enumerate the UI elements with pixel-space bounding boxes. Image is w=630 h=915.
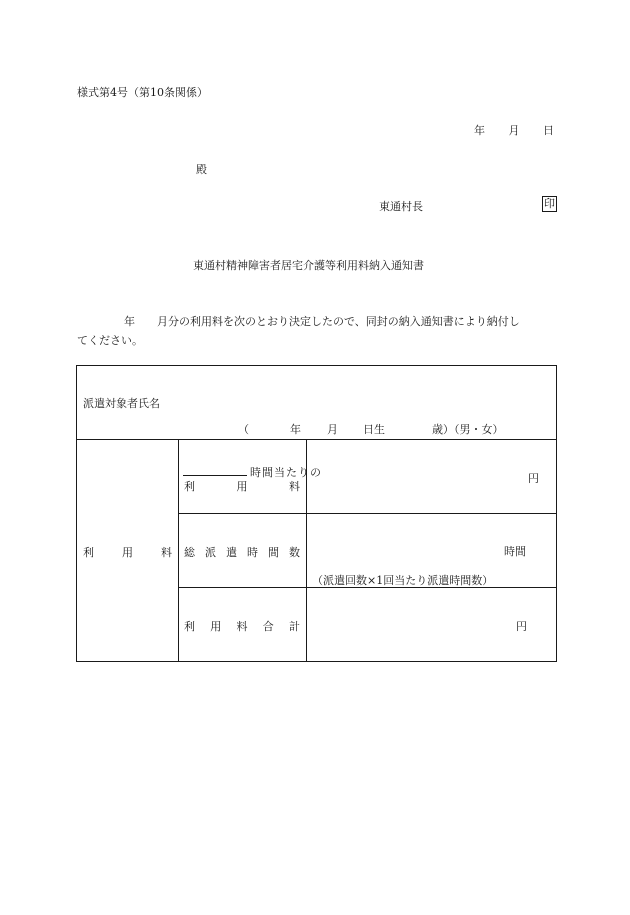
total-fee-label: [184, 618, 300, 634]
birth-month-label: 月: [327, 423, 338, 436]
row-divider-name: [77, 439, 556, 440]
form-number: 様式第4号（第10条関係）: [77, 86, 208, 99]
total-fee-char: 料: [236, 620, 248, 633]
hours-blank-line: [183, 464, 247, 476]
fee-label-char: 用: [122, 546, 133, 559]
seal-mark: 印: [544, 197, 555, 210]
name-label: 派遣対象者氏名: [83, 397, 160, 410]
birth-day-label: 日生: [363, 423, 385, 436]
col-divider-label: [178, 439, 179, 661]
total-hours-unit: 時間: [504, 545, 526, 558]
fee-table: [76, 365, 557, 662]
hourly-label-char: 料: [289, 480, 300, 493]
total-fee-char: 計: [289, 620, 300, 633]
fee-label: [83, 544, 172, 560]
fee-label-char: 利: [83, 546, 94, 559]
issuer-name: 東通村長: [379, 200, 423, 213]
addressee-suffix: 殿: [196, 163, 207, 176]
date-line: [474, 122, 554, 138]
total-hours-char: 間: [268, 546, 279, 559]
date-month: 月: [508, 124, 520, 137]
total-hours-char: 派: [205, 546, 216, 559]
hourly-label-line-2: [184, 478, 300, 494]
body-text-line-1: 年 月分の利用料を次のとおり決定したので、同封の納入通知書により納付し: [124, 315, 520, 328]
document-title: 東通村精神障害者居宅介護等利用料納入通知書: [193, 259, 424, 272]
total-fee-char: 利: [184, 620, 195, 633]
total-hours-char: 時: [247, 546, 258, 559]
birth-year-label: 年: [290, 423, 301, 436]
total-hours-note: （派遣回数×1回当たり派遣時間数）: [312, 574, 494, 587]
total-fee-char: 用: [210, 620, 222, 633]
fee-label-char: 料: [161, 546, 172, 559]
total-hours-char: 総: [184, 546, 195, 559]
date-year: 年: [474, 124, 485, 137]
age-gender-label: 歳）（男・女）: [432, 423, 504, 436]
total-hours-label: [184, 544, 300, 560]
birth-open-paren: （: [238, 423, 249, 436]
hourly-label-char: 用: [236, 480, 248, 493]
date-day: 日: [543, 124, 554, 137]
total-hours-char: 数: [289, 546, 300, 559]
hourly-unit: 円: [528, 472, 539, 485]
body-text-line-2: てください。: [77, 334, 143, 347]
total-fee-unit: 円: [516, 620, 527, 633]
hourly-label-char: 利: [184, 480, 195, 493]
total-fee-char: 合: [262, 620, 274, 633]
row-divider-hourly: [178, 513, 556, 514]
total-hours-char: 遣: [226, 546, 237, 559]
hourly-label-line-1: 時間当たりの: [250, 466, 322, 479]
